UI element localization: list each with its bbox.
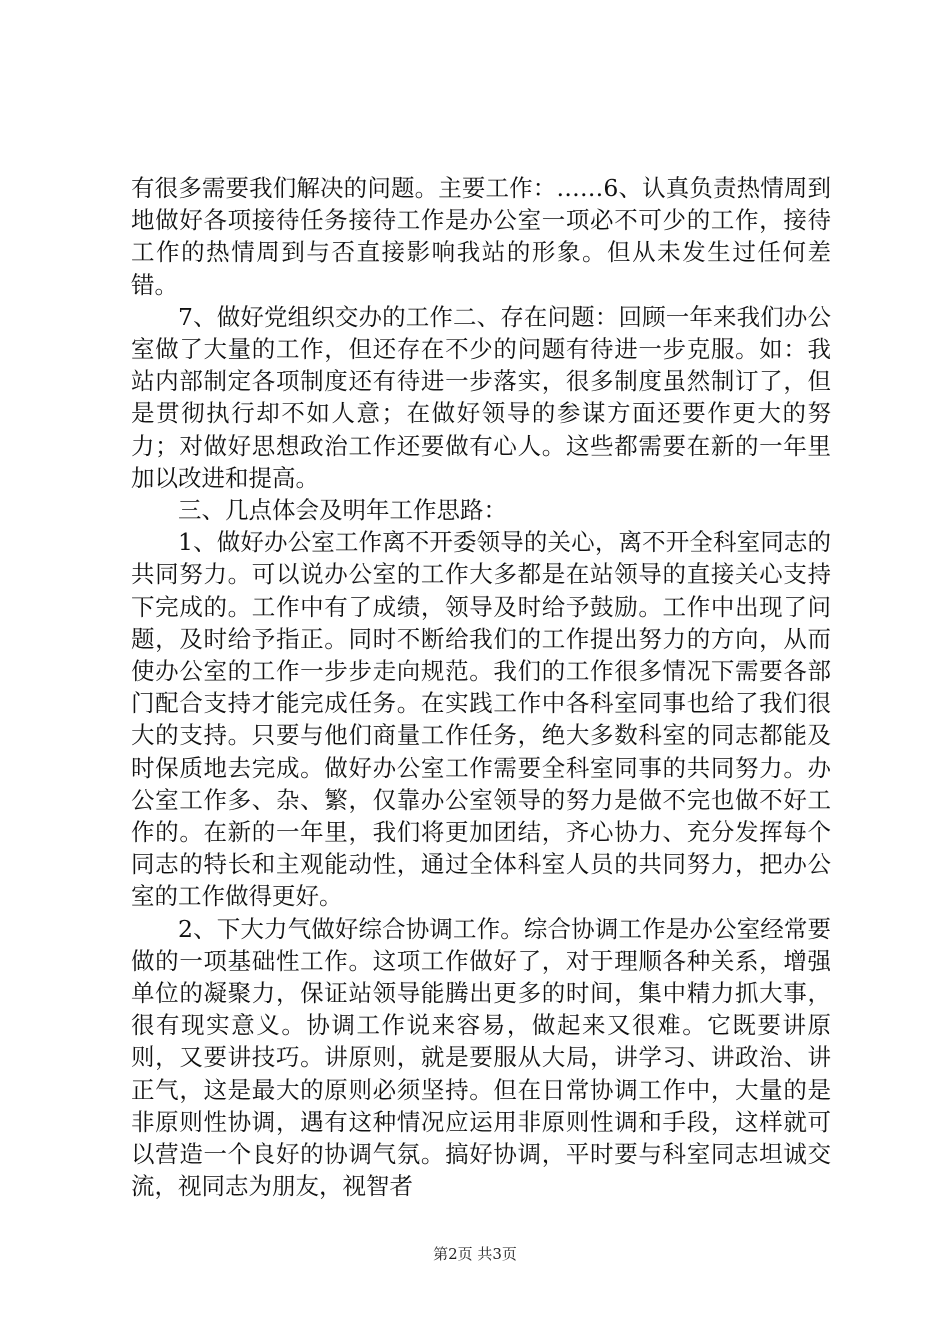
paragraph-1: 有很多需要我们解决的问题。主要工作：……6、认真负责热情周到地做好各项接待任务接待工作是办公室一项必不可少的工作，接待工作的热情周到与否直接影响我站的形象。但从未发生过任何差错。 — [131, 174, 831, 299]
paragraph-2: 7、做好党组织交办的工作二、存在问题：回顾一年来我们办公室做了大量的工作，但还存在不少的问题有待进一步克服。如：我站内部制定各项制度还有待进一步落实，很多制度虽然制订了，但是贯彻执行却不如人意；在做好领导的参谋方面还要作更大的努力；对做好思想政治工作还要做有心人。这些都需要在新的一年里加以改进和提高。 — [131, 302, 831, 492]
page-number-footer: 第2页 共3页 — [433, 1245, 517, 1263]
paragraph-4: 1、做好办公室工作离不开委领导的关心，离不开全科室同志的共同努力。可以说办公室的工作大多都是在站领导的直接关心支持下完成的。工作中有了成绩，领导及时给予鼓励。工作中出现了问题，及时给予指正。同时不断给我们的工作提出努力的方向，从而使办公室的工作一步步走向规范。我们的工作很多情况下需要各部门配合支持才能完成任务。在实践工作中各科室同事也给了我们很大的支持。只要与他们商量工作任务，绝大多数科室的同志都能及时保质地去完成。做好办公室工作需要全科室同事的共同努力。办公室工作多、杂、繁，仅靠办公室领导的努力是做不完也做不好工作的。在新的一年里，我们将更加团结，齐心协力、充分发挥每个同志的特长和主观能动性，通过全体科室人员的共同努力，把办公室的工作做得更好。 — [131, 528, 831, 911]
paragraph-5: 2、下大力气做好综合协调工作。综合协调工作是办公室经常要做的一项基础性工作。这项工作做好了，对于理顺各种关系，增强单位的凝聚力，保证站领导能腾出更多的时间，集中精力抓大事，很有现实意义。协调工作说来容易，做起来又很难。它既要讲原则，又要讲技巧。讲原则，就是要服从大局，讲学习、讲政治、讲正气，这是最大的原则必须坚持。但在日常协调工作中，大量的是非原则性协调，遇有这种情况应运用非原则性调和手段，这样就可以营造一个良好的协调气氛。搞好协调，平时要与科室同志坦诚交流，视同志为朋友，视智者 — [131, 914, 831, 1201]
document-body — [131, 172, 831, 1203]
paragraph-3: 三、几点体会及明年工作思路： — [178, 496, 507, 525]
